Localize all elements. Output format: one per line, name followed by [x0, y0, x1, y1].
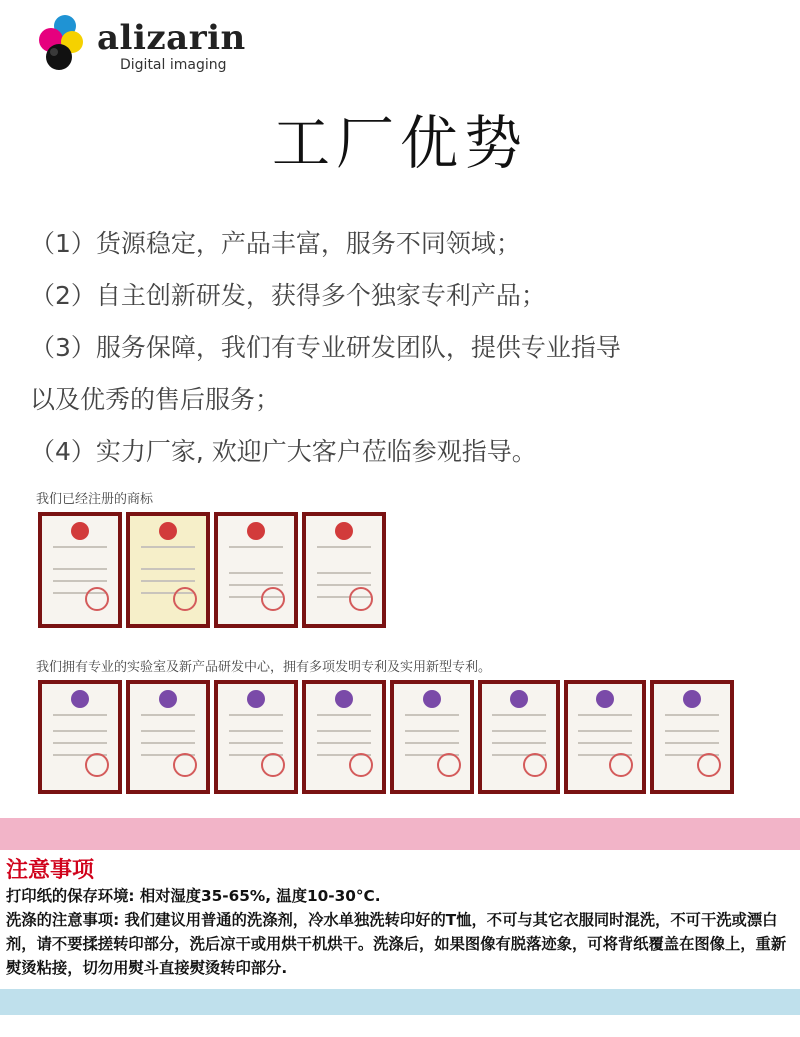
logo-balls-icon [32, 12, 94, 74]
advantage-item: （3）服务保障，我们有专业研发团队，提供专业指导 [30, 333, 621, 362]
storage-note: 打印纸的保存环境: 相对湿度35-65%, 温度10-30°C. [6, 887, 381, 905]
logo-tagline: Digital imaging [120, 57, 227, 73]
patent-certificate [390, 680, 474, 794]
patent-certificate [650, 680, 734, 794]
patent-caption: 我们拥有专业的实验室及新产品研发中心，拥有多项发明专利及实用新型专利。 [36, 660, 492, 675]
trademark-certificate [302, 512, 386, 628]
trademark-certificate [38, 512, 122, 628]
trademark-caption: 我们已经注册的商标 [36, 492, 154, 507]
blue-divider-band [0, 989, 800, 1015]
advantage-item: 以及优秀的售后服务； [30, 385, 281, 414]
patent-certificate [126, 680, 210, 794]
pink-divider-band [0, 818, 800, 850]
advantage-item: （4）实力厂家, 欢迎广大客户莅临参观指导。 [30, 437, 537, 466]
page-title: 工厂优势 [271, 109, 528, 177]
advantage-list [30, 218, 790, 478]
patent-certificate [214, 680, 298, 794]
advantage-item: （2）自主创新研发，获得多个独家专利产品； [30, 281, 546, 310]
notice-body [6, 884, 794, 980]
trademark-certificate [214, 512, 298, 628]
patent-certificate [478, 680, 560, 794]
patent-certificate [302, 680, 386, 794]
patent-certificate [564, 680, 646, 794]
washing-note: 洗涤的注意事项: 我们建议用普通的洗涤剂，冷水单独洗转印好的T恤，不可与其它衣服同时混洗，不可干洗或漂白剂，请不要揉搓转印部分，洗后凉干或用烘干机烘干。洗涤后，如果图像有脱落迹象，可将背纸覆盖在图像上，重新熨烫粘接，切勿用熨斗直接熨烫转印部分. [6, 911, 787, 977]
patent-certificate [38, 680, 122, 794]
advantage-item: （1）货源稳定，产品丰富，服务不同领域； [30, 229, 521, 258]
trademark-certificate [126, 512, 210, 628]
logo-name: alizarin [97, 18, 246, 58]
notice-title: 注意事项 [6, 858, 95, 883]
alizarin-logo [32, 12, 252, 74]
